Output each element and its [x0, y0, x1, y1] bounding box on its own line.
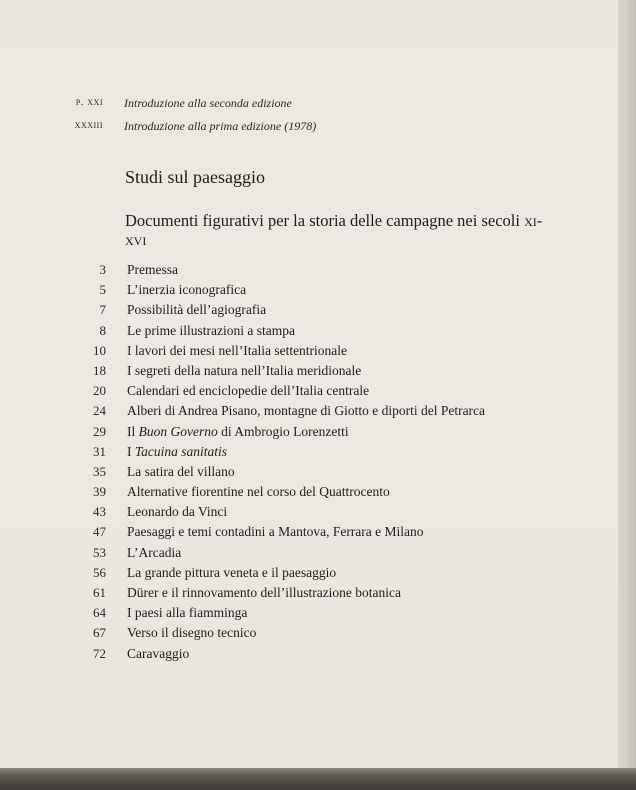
toc-entry [0, 605, 618, 625]
toc-page-number: 53 [93, 544, 106, 560]
toc-page-number: 72 [93, 645, 106, 661]
toc-entry-title: L’Arcadia [127, 544, 182, 560]
toc-page-number: 64 [93, 605, 106, 621]
toc-entry-title: Caravaggio [127, 645, 190, 661]
toc-entry [0, 444, 618, 464]
toc-page-number: 8 [99, 322, 106, 338]
toc-entry-title: La grande pittura veneta e il paesaggio [127, 564, 337, 580]
toc-entry-title [127, 444, 227, 460]
toc-page-number: 3 [99, 262, 106, 277]
toc-page-number: 67 [93, 625, 106, 641]
toc-entry [0, 403, 618, 423]
toc-entry-title: Possibilità dell’agiografia [127, 302, 267, 318]
toc-entry [0, 262, 618, 282]
front-matter-title: Introduzione alla prima edizione (1978) [124, 119, 317, 133]
toc-entry [0, 424, 618, 444]
toc-entry [0, 484, 618, 504]
toc-entry [0, 504, 618, 524]
toc-entry-title: L’inerzia iconografica [127, 282, 247, 298]
front-matter-row [0, 96, 618, 114]
toc-page-number: 43 [93, 504, 106, 520]
front-matter-title: Introduzione alla seconda edizione [124, 96, 292, 110]
toc-entry-title: I lavori dei mesi nell’Italia settentrionale [127, 342, 348, 358]
toc-entry [0, 585, 618, 605]
chapter-title-main: Documenti figurativi per la storia delle campagne nei secoli [125, 211, 525, 230]
toc-entry-title [127, 424, 349, 440]
toc-entry-title: Paesaggi e temi contadini a Mantova, Ferrara e Milano [127, 524, 424, 540]
toc-entry-title: Dürer e il rinnovamento dell’illustrazione botanica [127, 585, 402, 600]
toc-title-part: Il [127, 423, 139, 439]
front-matter-page: xxxiii [74, 119, 103, 131]
toc-entry [0, 323, 618, 343]
toc-page-number: 24 [93, 403, 106, 419]
toc-entry-title: I segreti della natura nell’Italia meridionale [127, 362, 362, 378]
toc-entry-title: Calendari ed enciclopedie dell’Italia centrale [127, 383, 370, 399]
toc-page-number: 35 [93, 463, 106, 479]
front-matter-row [0, 119, 618, 137]
toc-page-number: 7 [99, 302, 106, 318]
toc-page-number: 61 [93, 585, 106, 600]
front-matter-page: p. xxi [75, 96, 103, 108]
toc-page-number: 56 [93, 564, 106, 580]
toc-entry [0, 646, 618, 666]
toc-entry [0, 524, 618, 544]
chapter-title-centuries: xi-xvi [125, 211, 543, 249]
toc-entry [0, 363, 618, 383]
toc-entry-title: Premessa [127, 262, 178, 277]
page-edge-bottom [0, 768, 636, 790]
toc-entry-title: Le prime illustrazioni a stampa [127, 322, 295, 338]
toc-entry-title: Leonardo da Vinci [127, 504, 228, 520]
toc-entry-title: Alberi di Andrea Pisano, montagne di Giotto e diporti del Petrarca [127, 403, 486, 419]
toc-entry [0, 625, 618, 645]
chapter-title [125, 211, 545, 249]
toc-entry [0, 545, 618, 565]
toc-page-number: 20 [93, 383, 106, 399]
toc-entry-title: Alternative fiorentine nel corso del Quattrocento [127, 484, 390, 500]
table-of-contents [0, 262, 618, 666]
toc-title-part: I [127, 443, 135, 459]
toc-entry [0, 282, 618, 302]
section-title: Studi sul paesaggio [125, 167, 265, 187]
toc-page-number: 10 [93, 342, 106, 358]
toc-title-italic: Tacuina sanitatis [134, 443, 228, 459]
page-edge-right [618, 0, 636, 790]
toc-entry [0, 383, 618, 403]
toc-entry [0, 565, 618, 585]
toc-page-number: 31 [93, 443, 106, 459]
toc-page-number: 39 [93, 484, 106, 500]
toc-page-number: 47 [93, 524, 106, 540]
toc-entry-title: I paesi alla fiamminga [127, 605, 248, 621]
toc-entry [0, 302, 618, 322]
toc-entry [0, 464, 618, 484]
toc-entry-title: Verso il disegno tecnico [127, 625, 257, 641]
toc-page-number: 5 [99, 282, 106, 298]
toc-page-number: 29 [93, 423, 106, 439]
toc-entry [0, 343, 618, 363]
toc-entry-title: La satira del villano [127, 463, 235, 479]
toc-title-italic: Buon Governo [138, 423, 218, 439]
toc-page-number: 18 [93, 362, 106, 378]
toc-title-part: di Ambrogio Lorenzetti [217, 423, 349, 439]
